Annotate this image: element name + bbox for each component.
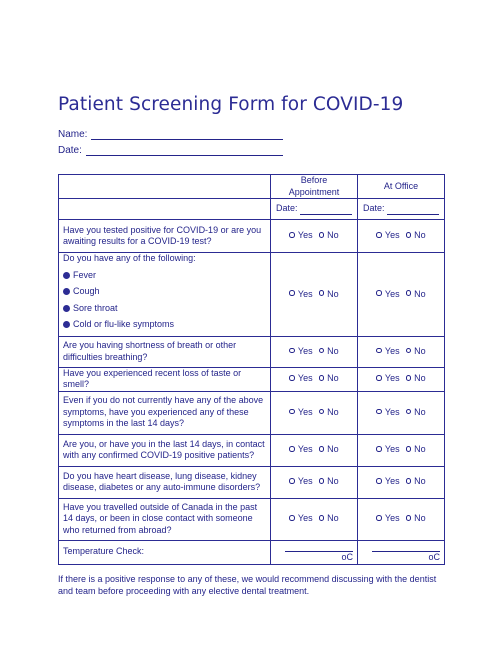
radio-icon [289, 409, 295, 415]
yes-option[interactable]: Yes [376, 289, 399, 301]
no-option[interactable]: No [319, 444, 339, 456]
symptom-item: Cold or flu-like symptoms [63, 319, 266, 331]
question-text: Have you experienced recent loss of taste or smell? [59, 367, 271, 391]
before-answer [271, 434, 358, 466]
office-date-label: Date: [362, 203, 385, 214]
radio-icon [319, 446, 325, 452]
radio-icon [376, 515, 382, 521]
radio-icon [376, 478, 382, 484]
yes-option[interactable]: Yes [289, 373, 312, 385]
question-text: Have you travelled outside of Canada in the past 14 days, or been in close contact with someone who returned from abroad? [59, 498, 271, 540]
date-row [59, 199, 445, 220]
symptom-item: Cough [63, 286, 266, 298]
before-answer [271, 220, 358, 253]
header-row [59, 175, 445, 199]
footer-note: If there is a positive response to any of these, we would recommend discussing with the dentist and team before proceeding with any elective dental treatment. [58, 574, 437, 596]
temperature-row [59, 540, 445, 564]
radio-icon [376, 232, 382, 238]
question-row [59, 391, 445, 434]
yes-option[interactable]: Yes [289, 513, 312, 525]
yes-option[interactable]: Yes [289, 289, 312, 301]
radio-icon [319, 290, 325, 296]
no-option[interactable]: No [319, 373, 339, 385]
temperature-unit: oC [341, 552, 353, 562]
radio-icon [406, 446, 412, 452]
radio-icon [406, 409, 412, 415]
radio-icon [319, 478, 325, 484]
temperature-unit: oC [428, 552, 440, 562]
question-text: Do you have any of the following: [63, 253, 196, 263]
radio-icon [406, 478, 412, 484]
radio-icon [406, 232, 412, 238]
no-option[interactable]: No [319, 513, 339, 525]
office-date-cell [358, 199, 445, 220]
no-option[interactable]: No [406, 289, 426, 301]
date-label: Date: [58, 145, 82, 156]
yes-option[interactable]: Yes [376, 476, 399, 488]
before-appointment-header: Before Appointment [271, 175, 358, 199]
yes-option[interactable]: Yes [376, 444, 399, 456]
before-answer [271, 367, 358, 391]
question-text: Are you having shortness of breath or other difficulties breathing? [59, 336, 271, 367]
office-answer [358, 466, 445, 498]
radio-icon [406, 348, 412, 354]
office-temperature-cell [358, 540, 445, 564]
before-date-cell [271, 199, 358, 220]
bullet-icon [63, 288, 70, 295]
before-answer [271, 253, 358, 337]
before-answer [271, 336, 358, 367]
no-option[interactable]: No [406, 444, 426, 456]
radio-icon [406, 515, 412, 521]
no-option[interactable]: No [406, 407, 426, 419]
radio-icon [289, 446, 295, 452]
before-date-label: Date: [275, 203, 298, 214]
office-date-line[interactable] [387, 205, 439, 215]
bullet-icon [63, 305, 70, 312]
question-text: Do you have heart disease, lung disease, kidney disease, diabetes or any auto-immune disorders? [59, 466, 271, 498]
radio-icon [319, 515, 325, 521]
office-answer [358, 336, 445, 367]
no-option[interactable]: No [406, 346, 426, 358]
question-row [59, 220, 445, 253]
radio-icon [319, 348, 325, 354]
radio-icon [319, 375, 325, 381]
question-row [59, 253, 445, 337]
bullet-icon [63, 321, 70, 328]
no-option[interactable]: No [319, 289, 339, 301]
question-text: Have you tested positive for COVID-19 or are you awaiting results for a COVID-19 test? [59, 220, 271, 253]
header-empty-cell [59, 175, 271, 199]
no-option[interactable]: No [406, 476, 426, 488]
no-option[interactable]: No [406, 513, 426, 525]
before-temperature-cell [271, 540, 358, 564]
radio-icon [376, 409, 382, 415]
no-option[interactable]: No [319, 230, 339, 242]
temperature-label: Temperature Check: [59, 540, 271, 564]
yes-option[interactable]: Yes [376, 373, 399, 385]
radio-icon [376, 375, 382, 381]
question-row [59, 336, 445, 367]
before-temperature-line[interactable] [285, 542, 353, 552]
office-answer [358, 498, 445, 540]
no-option[interactable]: No [319, 476, 339, 488]
symptom-item: Sore throat [63, 303, 266, 315]
yes-option[interactable]: Yes [289, 230, 312, 242]
radio-icon [289, 348, 295, 354]
office-answer [358, 220, 445, 253]
yes-option[interactable]: Yes [376, 407, 399, 419]
yes-option[interactable]: Yes [289, 476, 312, 488]
radio-icon [376, 290, 382, 296]
radio-icon [289, 478, 295, 484]
no-option[interactable]: No [406, 230, 426, 242]
date-field [58, 145, 283, 156]
bullet-icon [63, 272, 70, 279]
screening-table [58, 174, 445, 565]
name-label: Name: [58, 129, 88, 140]
office-temperature-line[interactable] [372, 542, 440, 552]
yes-option[interactable]: Yes [376, 513, 399, 525]
symptom-item: Fever [63, 270, 266, 282]
office-answer [358, 434, 445, 466]
radio-icon [376, 348, 382, 354]
name-field [58, 129, 283, 140]
radio-icon [289, 290, 295, 296]
radio-icon [319, 232, 325, 238]
question-text: Are you, or have you in the last 14 days, in contact with any confirmed COVID-19 positive patients? [59, 434, 271, 466]
no-option[interactable]: No [319, 346, 339, 358]
before-answer [271, 498, 358, 540]
yes-option[interactable]: Yes [289, 346, 312, 358]
radio-icon [406, 375, 412, 381]
question-text: Even if you do not currently have any of the above symptoms, have you experienced any of these symptoms in the last 14 days? [59, 391, 271, 434]
radio-icon [289, 515, 295, 521]
question-row [59, 466, 445, 498]
office-answer [358, 391, 445, 434]
radio-icon [289, 232, 295, 238]
office-answer [358, 253, 445, 337]
office-answer [358, 367, 445, 391]
question-row [59, 434, 445, 466]
before-answer [271, 466, 358, 498]
form-title: Patient Screening Form for COVID-19 [58, 94, 404, 115]
before-date-line[interactable] [300, 205, 352, 215]
at-office-header: At Office [358, 175, 445, 199]
symptoms-question [59, 253, 271, 337]
date-row-empty-cell [59, 199, 271, 220]
yes-option[interactable]: Yes [289, 407, 312, 419]
radio-icon [376, 446, 382, 452]
yes-option[interactable]: Yes [376, 230, 399, 242]
yes-option[interactable]: Yes [289, 444, 312, 456]
radio-icon [289, 375, 295, 381]
name-input-line[interactable] [91, 129, 283, 140]
no-option[interactable]: No [319, 407, 339, 419]
question-row [59, 367, 445, 391]
yes-option[interactable]: Yes [376, 346, 399, 358]
radio-icon [406, 290, 412, 296]
before-answer [271, 391, 358, 434]
no-option[interactable]: No [406, 373, 426, 385]
question-row [59, 498, 445, 540]
radio-icon [319, 409, 325, 415]
date-input-line[interactable] [86, 145, 283, 156]
